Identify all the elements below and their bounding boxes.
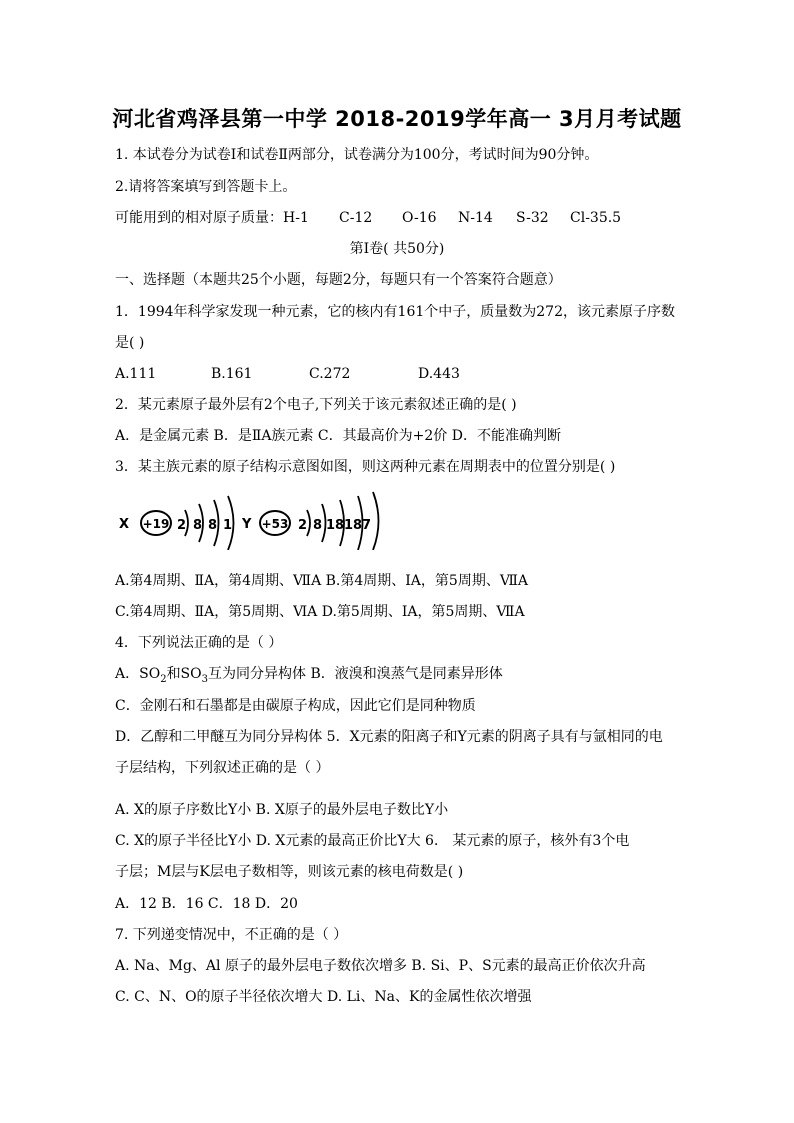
question-7-options-cd: C. C、N、O的原子半径依次增大 D. Li、Na、K的金属性依次增强	[115, 989, 532, 1005]
option-c: C.272	[309, 366, 351, 382]
y-nucleus-label: +53	[261, 517, 289, 531]
question-5-continued: 子层结构，下列叙述正确的是（ ）	[115, 760, 330, 776]
y-shell-arc	[322, 504, 326, 542]
x-shell-3: 8	[208, 518, 218, 533]
note-1: 1. 本试卷分为试卷Ⅰ和试卷Ⅱ两部分，试卷满分为100分，考试时间为90分钟。	[115, 147, 599, 163]
question-3-options-1: A.第4周期、ⅡA，第4周期、ⅦA B.第4周期、ⅠA，第5周期、ⅦA	[115, 573, 528, 589]
question-3-options-2: C.第4周期、ⅡA，第5周期、ⅥA D.第5周期、ⅠA，第5周期、ⅦA	[115, 604, 525, 620]
y-shell-arc	[307, 510, 310, 536]
atomic-mass-item: H-1	[283, 210, 309, 226]
y-symbol: Y	[242, 517, 252, 532]
q4-a-text: A．SO	[115, 666, 161, 682]
question-6-options: A．12 B．16 C．18 D．20	[115, 896, 298, 912]
y-shell-1: 2	[298, 518, 308, 533]
question-4: 4．下列说法正确的是（ ）	[115, 635, 283, 651]
exam-title: 河北省鸡泽县第一中学 2018-2019学年高一 3月月考试题	[112, 107, 682, 131]
question-1-continued: 是( )	[115, 335, 145, 351]
atomic-masses-label: 可能用到的相对原子质量：	[115, 210, 283, 226]
subscript: 3	[201, 673, 209, 685]
question-4-option-c: C．金刚石和石墨都是由碳原子构成，因此它们是同种物质	[115, 698, 476, 714]
option-a: A.111	[115, 366, 157, 382]
section-heading: 一、选择题（本题共25个小题，每题2分，每题只有一个答案符合题意）	[115, 272, 562, 288]
x-shell-1: 2	[177, 518, 187, 533]
question-1: 1．1994年科学家发现一种元素，它的核内有161个中子，质量数为272，该元素原子序数	[115, 304, 675, 320]
x-symbol: X	[119, 517, 130, 532]
question-2-options: A．是金属元素 B．是ⅡA族元素 C．其最高价为+2价 D．不能准确判断	[115, 428, 561, 444]
question-7: 7. 下列递变情况中，不正确的是（ ）	[115, 927, 348, 943]
question-7-options-ab: A. Na、Mg、Al 原子的最外层电子数依次增多 B. Si、P、S元素的最高正价依次升高	[115, 958, 646, 974]
atomic-mass-item: S-32	[516, 210, 549, 226]
question-5-options-cd: C. X的原子半径比Y小 D. X元素的最高正价比Y大 6． 某元素的原子，核外有3个电	[115, 833, 630, 849]
y-shell-4: 18	[344, 518, 363, 533]
y-shell-5: 7	[362, 518, 372, 533]
y-shell-2: 8	[313, 518, 323, 533]
q4-a-text: 和SO	[166, 666, 202, 682]
atomic-mass-item: N-14	[458, 210, 493, 226]
x-shell-4: 1	[223, 518, 233, 533]
y-shell-3: 18	[326, 518, 345, 533]
x-shell-2: 8	[193, 518, 203, 533]
question-5-options-ab: A. X的原子序数比Y小 B. X原子的最外层电子数比Y小	[115, 802, 449, 818]
atomic-mass-item: O-16	[402, 210, 437, 226]
question-1-options	[115, 364, 460, 384]
question-6-continued: 子层；M层与K层电子数相等，则该元素的核电荷数是( )	[115, 864, 464, 880]
question-3: 3．某主族元素的原子结构示意图如图，则这两种元素在周期表中的位置分别是( )	[115, 459, 616, 475]
atomic-masses-line	[115, 208, 621, 228]
section-title: 第Ⅰ卷( 共50分)	[349, 241, 445, 257]
atomic-structure-diagram	[115, 490, 385, 550]
note-2: 2.请将答案填写到答题卡上。	[115, 179, 297, 195]
x-nucleus-label: +19	[142, 517, 170, 531]
subscript: 2	[160, 673, 167, 685]
question-4-option-ab	[115, 664, 503, 690]
option-d: D.443	[418, 366, 460, 382]
option-b: B.161	[211, 366, 253, 382]
atomic-mass-item: Cl-35.5	[570, 210, 622, 226]
atomic-mass-item: C-12	[339, 210, 373, 226]
y-shell-arc	[373, 492, 379, 550]
question-4-option-d: D．乙醇和二甲醚互为同分异构体 5．X元素的阳离子和Y元素的阴离子具有与氩相同的电	[115, 729, 663, 745]
question-2: 2．某元素原子最外层有2个电子,下列关于该元素叙述正确的是( )	[115, 397, 517, 413]
q4-a-text: 互为同分异构体 B．液溴和溴蒸气是同素异形体	[208, 666, 503, 682]
